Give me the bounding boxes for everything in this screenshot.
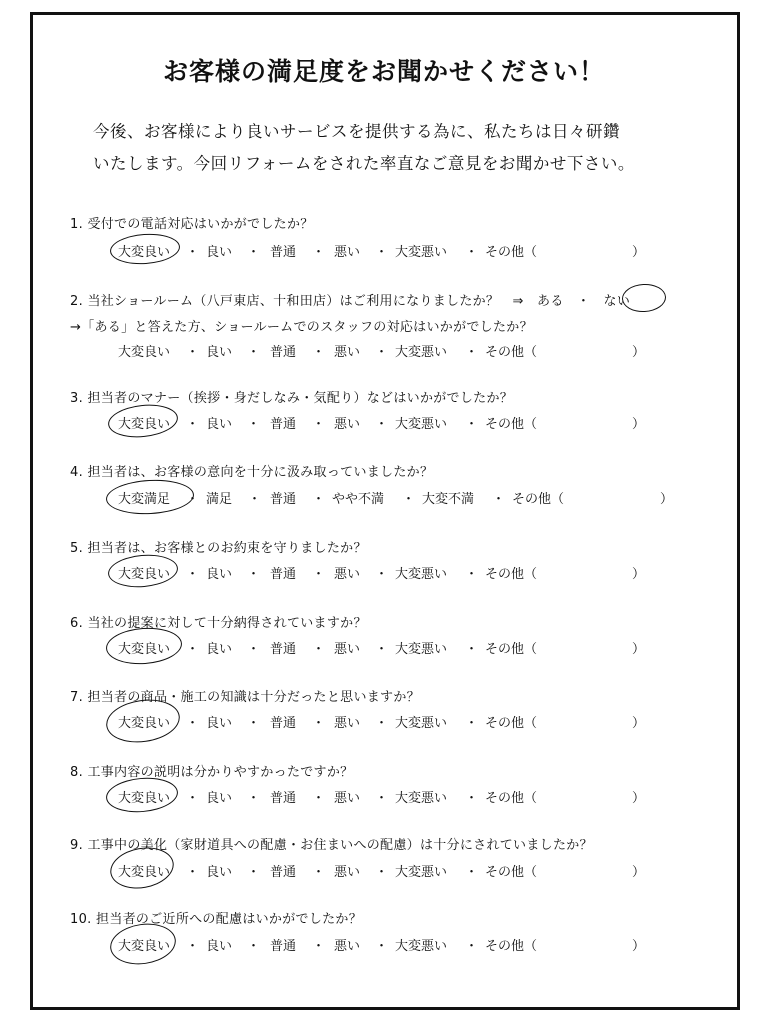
option-very-bad[interactable]: 大変悪い <box>395 567 448 582</box>
option-other-close: ） <box>632 865 646 880</box>
option-separator: ・ <box>247 245 261 260</box>
option-separator: ・ <box>247 939 261 954</box>
option-separator: ・ <box>465 939 479 954</box>
option-separator: ・ <box>248 492 262 507</box>
option-bad[interactable]: 悪い <box>334 345 361 360</box>
option-normal[interactable]: 普通 <box>270 567 297 582</box>
option-other[interactable]: その他（ <box>485 642 538 657</box>
option-separator: ・ <box>375 345 389 360</box>
option-other[interactable]: その他（ <box>485 345 538 360</box>
option-separator: ・ <box>312 939 326 954</box>
option-other[interactable]: その他（ <box>485 939 538 954</box>
option-good[interactable]: 良い <box>206 245 233 260</box>
option-very-good[interactable]: 大変良い <box>118 245 171 260</box>
option-bad[interactable]: 悪い <box>334 939 361 954</box>
question-7 <box>70 686 420 705</box>
option-normal[interactable]: 普通 <box>270 345 297 360</box>
option-separator: ・ <box>247 642 261 657</box>
question-text: 当社ショールーム（八戸東店、十和田店）はご利用になりましたか？ ⇒ ある ・ ない <box>87 294 631 309</box>
question-number: 3. <box>70 391 84 406</box>
option-normal[interactable]: 普通 <box>270 716 297 731</box>
option-separator: ・ <box>312 245 326 260</box>
option-very-good[interactable]: 大変良い <box>118 716 171 731</box>
option-separator: ・ <box>465 791 479 806</box>
option-somewhat-dissatisfied[interactable]: やや不満 <box>332 492 385 507</box>
option-very-bad[interactable]: 大変悪い <box>395 245 448 260</box>
option-separator: ・ <box>312 642 326 657</box>
option-normal[interactable]: 普通 <box>270 865 297 880</box>
option-separator: ・ <box>312 716 326 731</box>
option-separator: ・ <box>247 345 261 360</box>
survey-title: お客様の満足度をお聞かせください！ <box>162 57 605 86</box>
option-separator: ・ <box>375 417 389 432</box>
option-good[interactable]: 良い <box>206 865 233 880</box>
option-bad[interactable]: 悪い <box>334 716 361 731</box>
option-good[interactable]: 良い <box>206 716 233 731</box>
option-separator: ・ <box>186 417 200 432</box>
option-separator: ・ <box>312 865 326 880</box>
option-very-good[interactable]: 大変良い <box>118 567 171 582</box>
option-separator: ・ <box>312 492 326 507</box>
option-bad[interactable]: 悪い <box>334 245 361 260</box>
intro-line-2: いたします。今回リフォームをされた率直なご意見をお聞かせ下さい。 <box>93 154 635 173</box>
option-other-close: ） <box>632 791 646 806</box>
option-normal[interactable]: 普通 <box>270 791 297 806</box>
option-very-bad[interactable]: 大変悪い <box>395 716 448 731</box>
option-very-good[interactable]: 大変良い <box>118 791 171 806</box>
option-separator: ・ <box>186 716 200 731</box>
question-number: 4. <box>70 465 84 480</box>
option-other[interactable]: その他（ <box>485 865 538 880</box>
option-separator: ・ <box>375 791 389 806</box>
option-normal[interactable]: 普通 <box>270 939 297 954</box>
option-separator: ・ <box>465 245 479 260</box>
option-separator: ・ <box>492 492 506 507</box>
option-bad[interactable]: 悪い <box>334 567 361 582</box>
option-other[interactable]: その他（ <box>485 567 538 582</box>
option-very-good[interactable]: 大変良い <box>118 939 171 954</box>
option-separator: ・ <box>186 567 200 582</box>
question-4 <box>70 461 433 480</box>
option-separator: ・ <box>247 791 261 806</box>
option-very-good[interactable]: 大変良い <box>118 417 171 432</box>
option-separator: ・ <box>247 567 261 582</box>
option-satisfied[interactable]: 満足 <box>206 492 233 507</box>
question-8 <box>70 761 353 780</box>
option-very-bad[interactable]: 大変悪い <box>395 345 448 360</box>
option-other[interactable]: その他（ <box>485 245 538 260</box>
question-number: 2. <box>70 294 84 309</box>
option-bad[interactable]: 悪い <box>334 642 361 657</box>
option-separator: ・ <box>186 791 200 806</box>
question-text: 担当者のマナー（挨拶・身だしなみ・気配り）などはいかがでしたか？ <box>87 391 514 406</box>
question-text: 工事内容の説明は分かりやすかったですか？ <box>87 765 354 780</box>
option-other-close: ） <box>632 417 646 432</box>
question-number: 7. <box>70 690 84 705</box>
option-separator: ・ <box>312 417 326 432</box>
question-3 <box>70 387 513 406</box>
question-1 <box>70 213 314 232</box>
option-separator: ・ <box>465 345 479 360</box>
option-separator: ・ <box>312 567 326 582</box>
option-separator: ・ <box>465 865 479 880</box>
option-separator: ・ <box>247 417 261 432</box>
question-text: 担当者の商品・施工の知識は十分だったと思いますか？ <box>87 690 420 705</box>
option-very-good[interactable]: 大変良い <box>118 865 171 880</box>
question-6 <box>70 612 367 631</box>
option-other-close: ） <box>632 345 646 360</box>
option-very-bad[interactable]: 大変悪い <box>395 417 448 432</box>
option-separator: ・ <box>465 567 479 582</box>
option-normal[interactable]: 普通 <box>270 492 297 507</box>
option-separator: ・ <box>312 345 326 360</box>
question-text: 当社の提案に対して十分納得されていますか？ <box>87 616 367 631</box>
option-very-dissatisfied[interactable]: 大変不満 <box>422 492 475 507</box>
option-separator: ・ <box>247 716 261 731</box>
option-separator: ・ <box>186 245 200 260</box>
question-number: 1. <box>70 217 84 232</box>
option-separator: ・ <box>186 492 200 507</box>
option-very-good[interactable]: 大変良い <box>118 642 171 657</box>
option-good[interactable]: 良い <box>206 417 233 432</box>
question-number: 9. <box>70 838 84 853</box>
question-2-followup: →「ある」と答えた方、ショールームでのスタッフの対応はいかがでしたか？ <box>70 320 533 335</box>
option-normal[interactable]: 普通 <box>270 642 297 657</box>
question-text: 工事中の美化（家財道具への配慮・お住まいへの配慮）は十分にされていましたか？ <box>87 838 593 853</box>
option-good[interactable]: 良い <box>206 939 233 954</box>
option-separator: ・ <box>375 245 389 260</box>
option-separator: ・ <box>465 417 479 432</box>
option-bad[interactable]: 悪い <box>334 417 361 432</box>
option-normal[interactable]: 普通 <box>270 417 297 432</box>
option-separator: ・ <box>375 865 389 880</box>
option-other[interactable]: その他（ <box>512 492 565 507</box>
option-separator: ・ <box>465 716 479 731</box>
option-very-bad[interactable]: 大変悪い <box>395 939 448 954</box>
option-bad[interactable]: 悪い <box>334 865 361 880</box>
option-very-bad[interactable]: 大変悪い <box>395 642 448 657</box>
option-good[interactable]: 良い <box>206 642 233 657</box>
option-separator: ・ <box>375 567 389 582</box>
option-separator: ・ <box>402 492 416 507</box>
question-5 <box>70 537 367 556</box>
question-text: 担当者は、お客様とのお約束を守りましたか？ <box>87 541 367 556</box>
option-separator: ・ <box>465 642 479 657</box>
question-2 <box>70 290 630 309</box>
option-separator: ・ <box>312 791 326 806</box>
question-text: 担当者のご近所への配慮はいかがでしたか？ <box>96 912 363 927</box>
option-separator: ・ <box>247 865 261 880</box>
option-other-close: ） <box>632 939 646 954</box>
option-other-close: ） <box>632 245 646 260</box>
option-separator: ・ <box>186 939 200 954</box>
option-very-bad[interactable]: 大変悪い <box>395 791 448 806</box>
question-number: 10. <box>70 912 92 927</box>
option-other-close: ） <box>660 492 674 507</box>
intro-line-1: 今後、お客様により良いサービスを提供する為に、私たちは日々研鑽 <box>93 122 620 141</box>
option-separator: ・ <box>375 939 389 954</box>
option-other-close: ） <box>632 642 646 657</box>
question-10 <box>70 908 362 927</box>
option-normal[interactable]: 普通 <box>270 245 297 260</box>
option-bad[interactable]: 悪い <box>334 791 361 806</box>
option-other[interactable]: その他（ <box>485 417 538 432</box>
question-number: 5. <box>70 541 84 556</box>
option-very-bad[interactable]: 大変悪い <box>395 865 448 880</box>
option-good[interactable]: 良い <box>206 567 233 582</box>
question-text: 受付での電話対応はいかがでしたか？ <box>87 217 314 232</box>
option-separator: ・ <box>186 642 200 657</box>
option-very-good[interactable]: 大変良い <box>118 345 171 360</box>
question-text: 担当者は、お客様の意向を十分に汲み取っていましたか？ <box>87 465 434 480</box>
option-other[interactable]: その他（ <box>485 716 538 731</box>
question-number: 6. <box>70 616 84 631</box>
option-good[interactable]: 良い <box>206 345 233 360</box>
option-other-close: ） <box>632 567 646 582</box>
option-other-close: ） <box>632 716 646 731</box>
option-very-satisfied[interactable]: 大変満足 <box>118 492 171 507</box>
option-separator: ・ <box>186 865 200 880</box>
option-separator: ・ <box>186 345 200 360</box>
option-separator: ・ <box>375 642 389 657</box>
option-other[interactable]: その他（ <box>485 791 538 806</box>
option-separator: ・ <box>375 716 389 731</box>
question-number: 8. <box>70 765 84 780</box>
option-good[interactable]: 良い <box>206 791 233 806</box>
